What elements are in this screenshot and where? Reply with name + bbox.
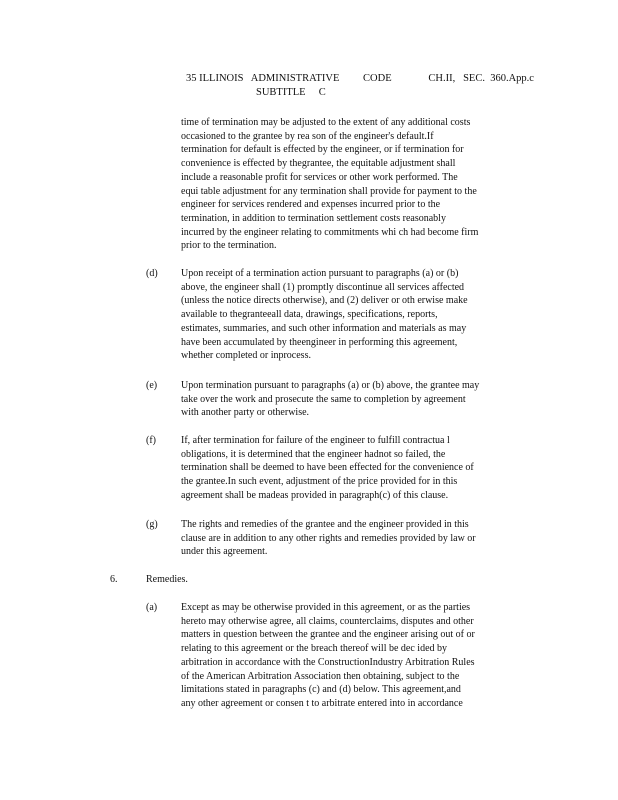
item-label-g: (g) <box>146 519 158 530</box>
text-line: occasioned to the grantee by rea son of the engineer's default.If <box>181 130 434 142</box>
text-line: (unless the notice directs otherwise), and (2) deliver or oth erwise make <box>181 295 468 307</box>
text-line: available to thegranteeall data, drawings, specifications, reports, <box>181 309 438 321</box>
text-line: Upon receipt of a termination action pursuant to paragraphs (a) or (b) <box>181 268 459 279</box>
text-line: whether completed or inprocess. <box>181 350 311 362</box>
text-line: under this agreement. <box>181 546 268 558</box>
header-line-2: SUBTITLE C <box>256 87 326 98</box>
section-title: Remedies. <box>146 574 188 585</box>
text-line: above, the engineer shall (1) promptly discontinue all services affected <box>181 281 465 293</box>
paragraph-d <box>181 267 533 363</box>
paragraph-f <box>181 434 533 503</box>
text-line: clause are in addition to any other rights and remedies provided by law or <box>181 532 476 544</box>
text-line: take over the work and prosecute the same to completion by agreement <box>181 393 466 405</box>
text-line: have been accumulated by theengineer in performing this agreement, <box>181 336 458 348</box>
text-line: engineer for services rendered and expenses incurred prior to the <box>181 199 441 211</box>
text-line: include a reasonable profit for services or other work performed. The <box>181 171 458 183</box>
text-line: the grantee.In such event, adjustment of the price provided for in this <box>181 476 458 488</box>
text-line: matters in question between the grantee and the engineer arising out of or <box>181 629 475 641</box>
text-line: Except as may be otherwise provided in this agreement, or as the parties <box>181 602 471 613</box>
item-label-6a: (a) <box>146 602 158 613</box>
section-number: 6. <box>110 574 118 585</box>
header-line-1: 35 ILLINOIS ADMINISTRATIVE CODE CH.II, SEC. 360.App.c <box>186 73 534 84</box>
text-line: If, after termination for failure of the engineer to fulfill contractua l <box>181 435 450 446</box>
text-line: incurred by the engineer relating to commitments whi ch had become firm <box>181 226 479 238</box>
text-line: of the American Arbitration Association then obtaining, subject to the <box>181 670 460 682</box>
text-line: termination for default is effected by the engineer, or if termination for <box>181 144 464 156</box>
text-line: limitations stated in paragraphs (c) and (d) below. This agreement,and <box>181 684 461 696</box>
paragraph-6a <box>181 601 533 711</box>
page-header <box>186 72 534 100</box>
text-line: termination, in addition to termination settlement costs reasonably <box>181 212 446 224</box>
text-line: Upon termination pursuant to paragraphs (a) or (b) above, the grantee may <box>181 380 480 391</box>
text-line: any other agreement or consen t to arbitrate entered into in accordance <box>181 697 463 709</box>
continuation-paragraph <box>181 116 533 253</box>
text-line: estimates, summaries, and such other information and materials as may <box>181 322 467 334</box>
item-label-f: (f) <box>146 435 156 446</box>
paragraph-e <box>181 379 533 420</box>
paragraph-g <box>181 518 533 559</box>
text-line: convenience is effected by thegrantee, the equitable adjustment shall <box>181 158 456 170</box>
text-line: termination shall be deemed to have been effected for the convenience of <box>181 462 474 474</box>
item-label-e: (e) <box>146 380 158 391</box>
text-line: arbitration in accordance with the ConstructionIndustry Arbitration Rules <box>181 656 475 668</box>
text-line: obligations, it is determined that the engineer hadnot so failed, the <box>181 448 446 460</box>
text-line: agreement shall be madeas provided in paragraph(c) of this clause. <box>181 489 449 501</box>
text-line: with another party or otherwise. <box>181 407 310 419</box>
item-label-d: (d) <box>146 268 158 279</box>
text-line: time of termination may be adjusted to the extent of any additional costs <box>181 117 471 128</box>
text-line: The rights and remedies of the grantee and the engineer provided in this <box>181 519 469 530</box>
text-line: hereto may otherwise agree, all claims, counterclaims, disputes and other <box>181 615 474 627</box>
text-line: relating to this agreement or the breach thereof will be dec ided by <box>181 643 448 655</box>
text-line: equi table adjustment for any termination shall provide for payment to the <box>181 185 477 197</box>
text-line: prior to the termination. <box>181 240 277 252</box>
